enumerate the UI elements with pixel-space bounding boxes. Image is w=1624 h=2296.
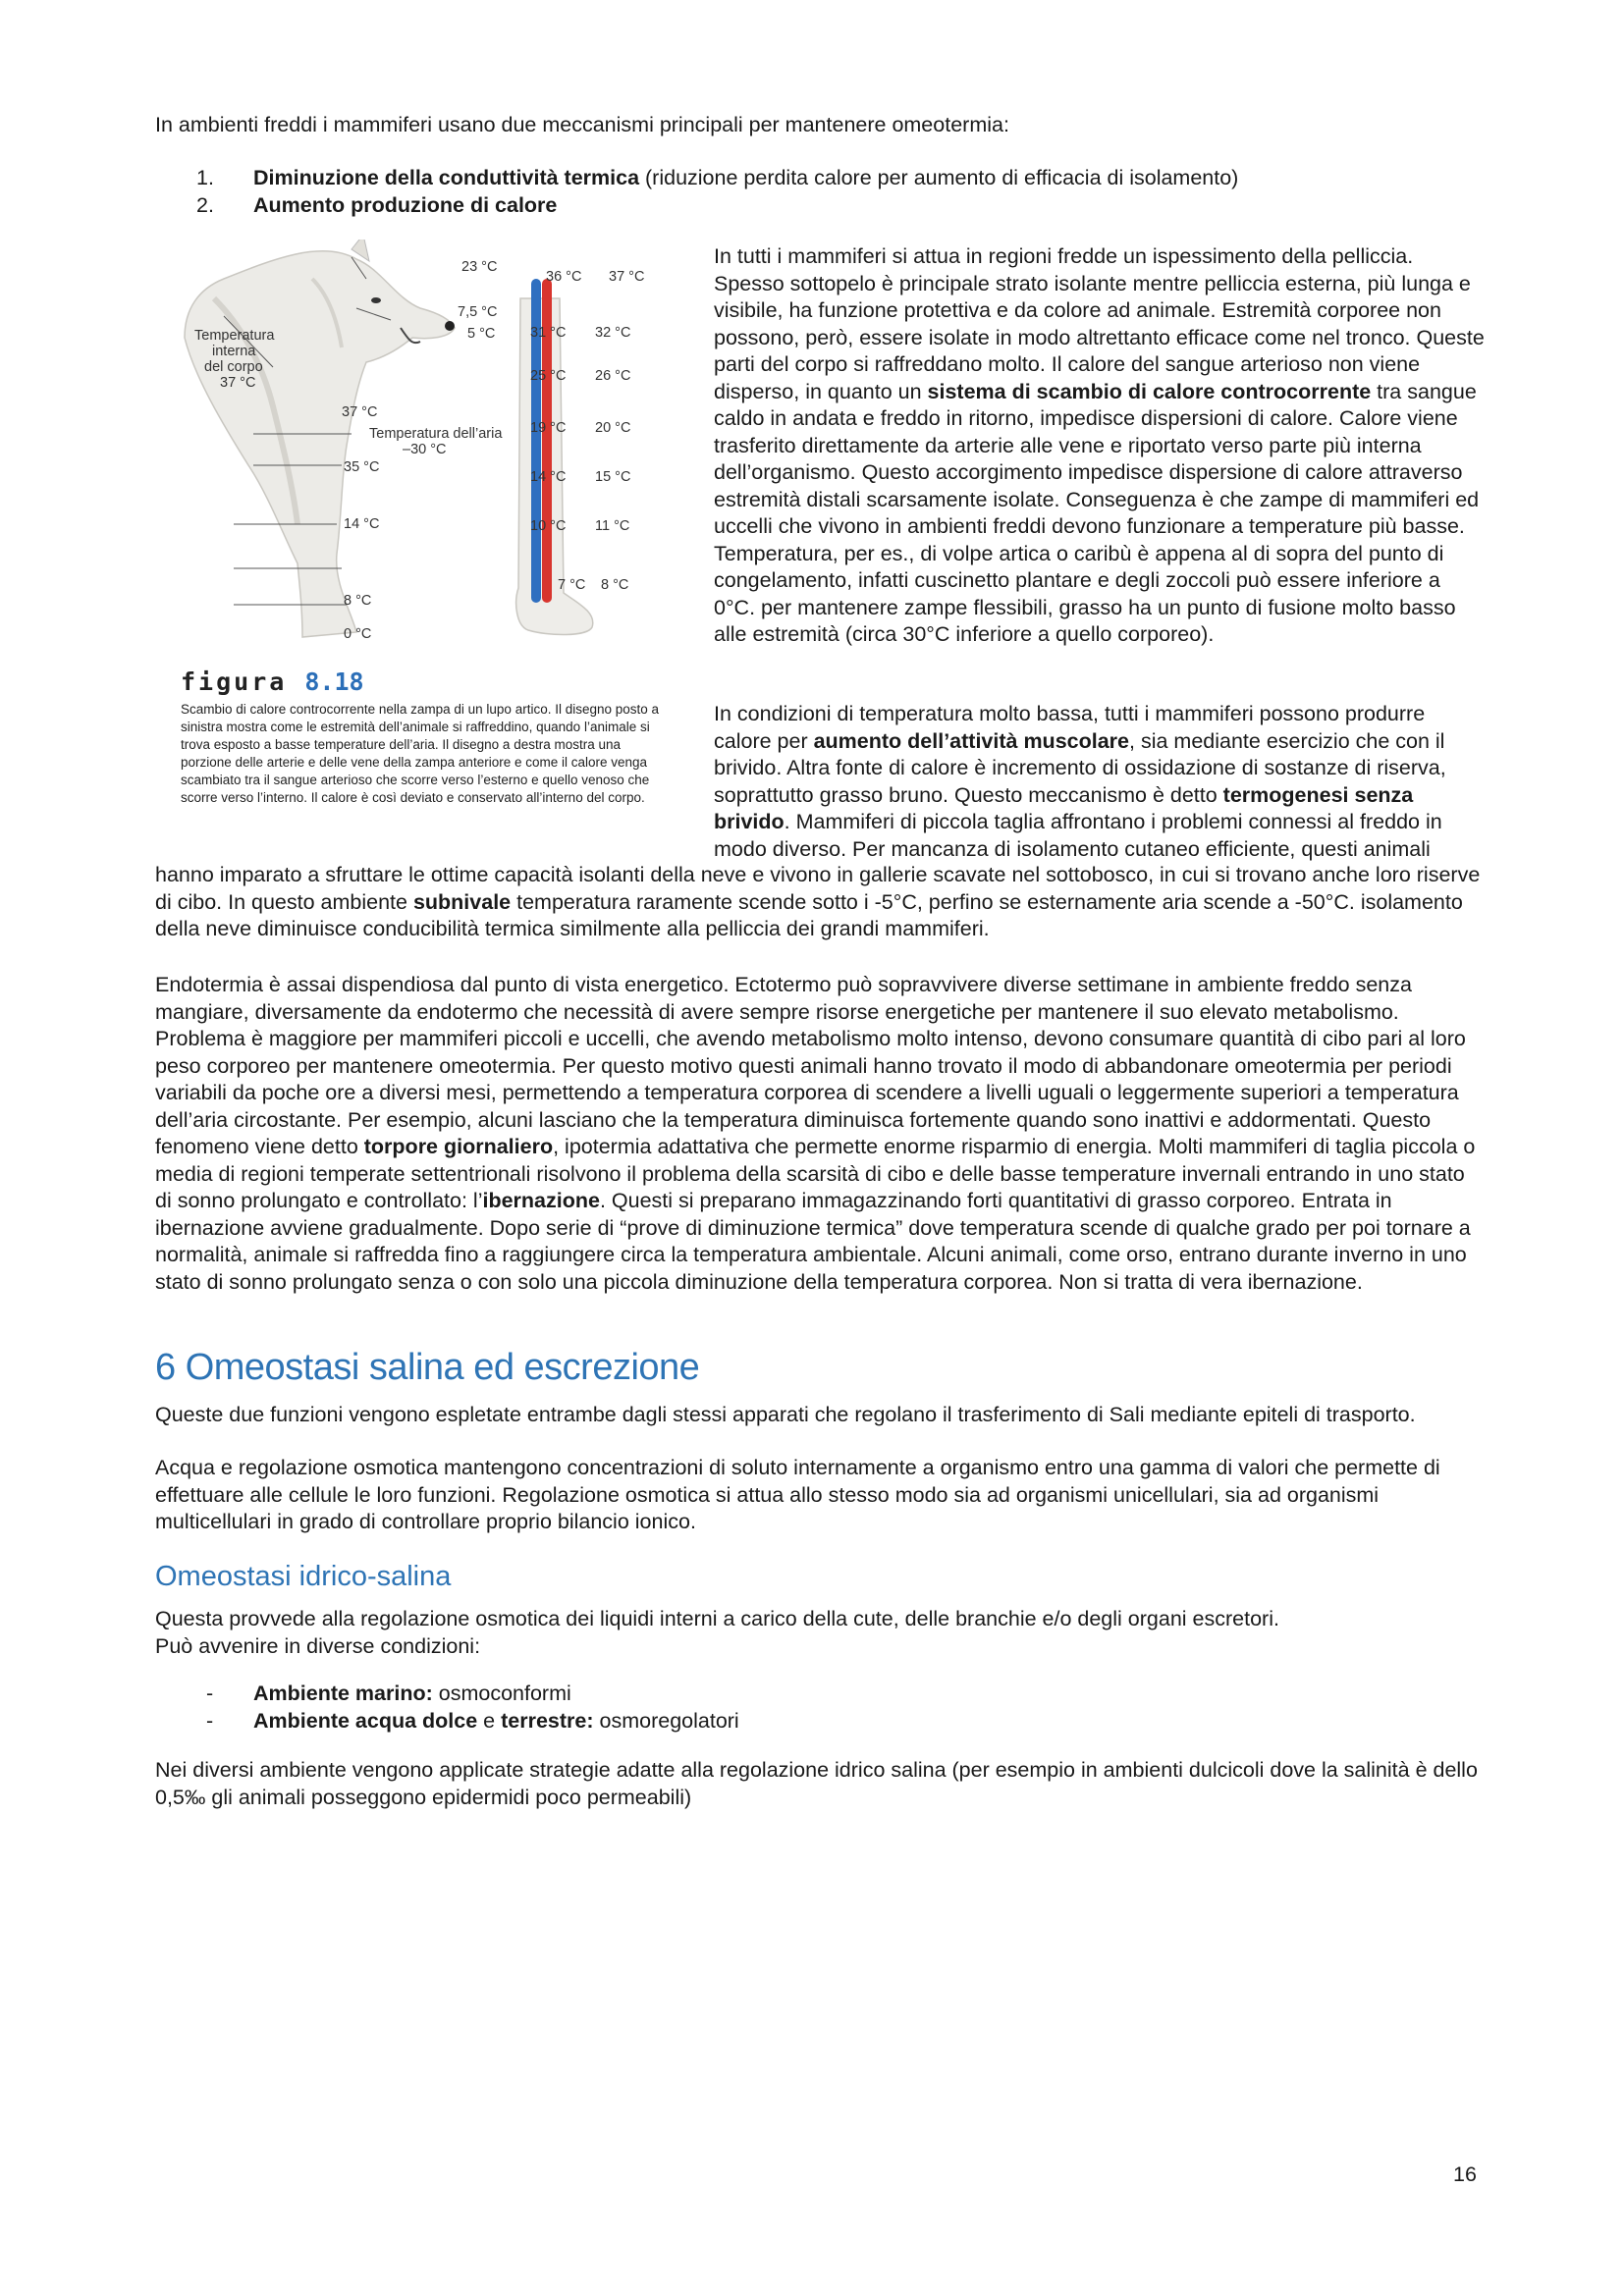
fig-label: 37 °C [220,375,256,391]
figure-caption: Scambio di calore controcorrente nella zampa di un lupo artico. Il disegno posto a sinistra mostra come le estremità dell’animale si raffreddino, quando l’animale si trova esposto a basse temperature dell’aria. Il disegno a destra mostra una porzione delle arterie e delle vene della zampa anteriore e come il calore venga scambiato tra il sangue arterioso che scorre verso l’esterno e quello venoso che scorre verso l’interno. Il calore è così deviato e conservato all’interno del corpo. [181,702,660,805]
fig-label: 36 °C [546,269,582,285]
fig-label: 5 °C [467,326,496,342]
fig-label: del corpo [204,359,263,375]
fig-label: 26 °C [595,368,631,384]
fig-label: 14 °C [530,469,567,485]
endotermia-paragraph: Endotermia è assai dispendiosa dal punto di vista energetico. Ectotermo può sopravvivere diverse settimane in ambiente freddo senza mangiare, diversamente da endotermo che necessità di avere sempre risorse energetiche per mantenere il suo elevato metabolismo. Problema è maggiore per mammiferi piccoli e uccelli, che avendo metabolismo molto intenso, devono consumare quantità di cibo pari al loro peso corporeo per mantenere omeotermia. Per questo motivo questi animali hanno trovato il modo di abbandonare omeotermia per periodi variabili da poche ore a diversi mesi, permettendo a temperatura corporea di scendere a livelli uguali o leggermente superiori a temperatura dell’aria circostante. Per esempio, alcuni lasciano che la temperatura diminuisca fortemente quando sono inattivi e addormentati. Questo fenomeno viene detto torpore giornaliero, ipotermia adattativa che permette enorme risparmio di energia. Molti mammiferi di taglia piccola o media di regioni temperate settentrionali risolvono il problema della scarsità di cibo e delle basse temperature invernali entrando in uno stato di sonno prolungato e controllato: l’ibernazione. Questi si preparano immagazzinando forti quantitativi di grasso corporeo. Entrata in ibernazione avviene gradualmente. Dopo serie di “prove di diminuzione termica” dove temperatura scende di qualche grado per poi tornare a normalità, animale si raffredda fino a raggiungere circa la temperatura ambientale. Alcuni animali, come orso, entrano durante inverno in uno stato di sonno prolungato senza o con solo una piccola diminuzione della temperatura corporea. Non si tratta di vera ibernazione. [155,973,1476,1294]
intro-paragraph: In ambienti freddi i mammiferi usano due meccanismi principali per mantenere omeotermia: [155,113,1009,136]
page-number: 16 [1453,2163,1477,2186]
fig-label: 8 °C [601,577,629,593]
dash-list [206,1681,739,1735]
subsection-heading: Omeostasi idrico-salina [155,1561,452,1592]
fur-paragraph: In tutti i mammiferi si attua in regioni fredde un ispessimento della pelliccia. Spesso sottopelo è principale strato isolante mentre pelliccia esterna, più lunga e visibile, ha funzione protettiva e da colore ad animale. Estremità corporee non possono, però, essere isolate in modo altrettanto efficace come nel tronco. Queste parti del corpo si raffreddano molto. Il calore del sangue arterioso non viene disperso, in quanto un sistema di scambio di calore controcorrente tra sangue caldo in andata e freddo in ritorno, impedisce dispersioni di calore. Calore viene trasferito direttamente da arterie alle vene e riportato verso parte più interna dell’organismo. Questo accorgimento impedisce dispersione di calore attraverso estremità distali scarsamente isolate. Conseguenza è che zampe di mammiferi ed uccelli che vivono in ambienti freddi devono funzionare a temperature più basse. Temperatura, per es., di volpe artica o caribù è appena al di sopra del punto di congelamento, infatti cuscinetto plantare e degli zoccoli può essere inferiore a 0°C. per mantenere zampe flessibili, grasso ha un punto di fusione molto basso alle estremità (circa 30°C inferiore a quello corporeo). [714,244,1485,646]
numbered-list [196,165,1238,219]
fig-label: Temperatura [194,328,275,344]
paragraph: Acqua e regolazione osmotica mantengono concentrazioni di soluto internamente a organismo entro una gamma di valori che permette di effettuare alle cellule le loro funzioni. Regolazione osmotica si attua allo stesso modo sia ad organismi unicellulari, sia ad organismi multicellulari in grado di controllare proprio bilancio ionico. [155,1456,1440,1533]
list-item: 2. Aumento produzione di calore [196,192,558,217]
figure-caption-title: figura 8.18 [181,667,364,696]
section-heading: 6 Omeostasi salina ed escrezione [155,1347,700,1388]
fig-label: 37 °C [342,404,378,420]
list-item: - Ambiente acqua dolce e terrestre: osmoregolatori [206,1708,739,1733]
fig-label: 14 °C [344,516,380,532]
paragraph: Queste due funzioni vengono espletate entrambe dagli stessi apparati che regolano il trasferimento di Sali mediante epiteli di trasporto. [155,1403,1416,1426]
fig-label: 32 °C [595,325,631,341]
fig-label: 7 °C [558,577,586,593]
fig-label: 35 °C [344,459,380,475]
paragraph: Questa provvede alla regolazione osmotica dei liquidi interni a carico della cute, delle branchie e/o degli organi escretori. Può avvenire in diverse condizioni: [155,1607,1279,1658]
list-item: - Ambiente marino: osmoconformi [206,1682,571,1705]
fig-label: 25 °C [530,368,567,384]
fig-label: 8 °C [344,593,372,609]
fig-label: 37 °C [609,269,645,285]
fig-label: interna [212,344,256,359]
fig-label: –30 °C [403,442,447,457]
subnivale-paragraph: hanno imparato a sfruttare le ottime capacità isolanti della neve e vivono in gallerie scavate nel sottobosco, in cui si trovano anche loro riserve di cibo. In questo ambiente subnivale temperatura raramente scende sotto i -5°C, perfino se esternamente aria scende a -50°C. isolamento della neve diminuisce conducibilità termica similmente alla pelliccia dei grandi mammiferi. [155,863,1481,940]
fig-label: 19 °C [530,420,567,436]
paragraph: Nei diversi ambiente vengono applicate strategie adatte alla regolazione idrico salina (per esempio in ambienti dulcicoli dove la salinità è dello 0,5‰ gli animali posseggono epidermidi poco permeabili) [155,1758,1478,1809]
fig-label: 11 °C [595,518,630,534]
list-item: 1. Diminuzione della conduttività termica (riduzione perdita calore per aumento di efficacia di isolamento) [196,166,1239,189]
fig-label: 31 °C [530,325,567,341]
fig-label: 20 °C [595,420,631,436]
figure-8-18 [155,240,685,848]
fig-label: 0 °C [344,626,372,642]
fig-label: 10 °C [530,518,567,534]
fig-label: 7,5 °C [458,304,498,320]
fig-label: 23 °C [461,259,498,275]
fig-label: Temperatura dell’aria [369,426,503,442]
fig-label: 15 °C [595,469,631,485]
thermogenesis-paragraph: In condizioni di temperatura molto bassa, tutti i mammiferi possono produrre calore per aumento dell’attività muscolare, sia mediante esercizio che con il brivido. Altra fonte di calore è incremento di ossidazione di sostanze di riserva, soprattutto grasso bruno. Questo meccanismo è detto termogenesi senza brivido. Mammiferi di piccola taglia affrontano i problemi connessi al freddo in modo diverso. Per mancanza di isolamento cutaneo efficiente, questi animali [714,702,1446,861]
